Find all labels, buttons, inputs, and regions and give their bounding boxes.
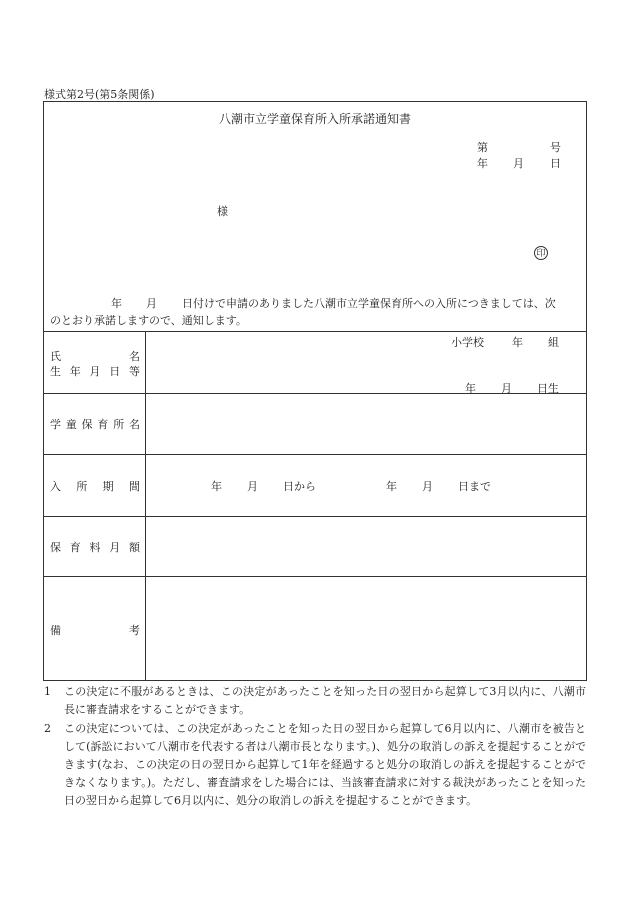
school-label: 小学校 xyxy=(451,336,484,349)
birth-month: 月 xyxy=(501,382,512,395)
addressee-suffix: 様 xyxy=(217,205,228,218)
period-end-month: 月 xyxy=(422,480,433,493)
period-end-year: 年 xyxy=(386,480,397,493)
date-day: 日 xyxy=(550,157,561,170)
form-number-label: 様式第2号(第5条関係) xyxy=(44,88,155,101)
label-monthly-fee: 保 育 料 月 額 xyxy=(50,541,140,554)
number-go: 号 xyxy=(550,141,561,154)
period-start-year: 年 xyxy=(211,480,222,493)
birth-year: 年 xyxy=(465,382,476,395)
note-1 xyxy=(44,683,586,716)
seal-mark: 印 xyxy=(534,246,548,260)
date-year: 年 xyxy=(477,157,488,170)
label-column-divider xyxy=(145,331,146,681)
date-month: 月 xyxy=(513,157,524,170)
note-1-number: 1 xyxy=(44,685,51,698)
label-facility-name: 学 童 保 育 所 名 xyxy=(50,418,140,431)
row-divider-4 xyxy=(43,576,587,577)
note-2 xyxy=(44,720,586,807)
label-birthdate: 生 年 月 日 等 xyxy=(50,365,140,378)
note-2-number: 2 xyxy=(44,722,51,735)
period-start-month: 月 xyxy=(247,480,258,493)
label-name: 氏 名 xyxy=(50,350,140,363)
label-remarks: 備 考 xyxy=(50,624,140,637)
intro-line2: のとおり承諾しますので、通知します。 xyxy=(50,314,247,327)
note-1-text: この決定に不服があるときは、この決定があったことを知った日の翌日から起算して3月以内に、八潮市長に審査請求をすることができます。 xyxy=(64,685,586,716)
number-dai: 第 xyxy=(477,141,488,154)
period-start-day: 日から xyxy=(283,480,316,493)
period-end-day: 日まで xyxy=(458,480,491,493)
class-label: 組 xyxy=(548,336,559,349)
document-title: 八潮市立学童保育所入所承諾通知書 xyxy=(218,112,411,126)
row-divider-2 xyxy=(43,454,587,455)
grade-label: 年 xyxy=(512,336,523,349)
row-divider-3 xyxy=(43,516,587,517)
table-top-line xyxy=(43,331,587,332)
intro-year: 年 xyxy=(111,297,122,310)
intro-line1: 日付けで申請のありました八潮市立学童保育所への入所につきましては、次 xyxy=(182,297,556,310)
label-period: 入 所 期 間 xyxy=(50,480,140,493)
birth-day: 日生 xyxy=(537,382,559,395)
note-2-text: この決定については、この決定があったことを知った日の翌日から起算して6月以内に、八潮市を被告として(訴訟において八潮市を代表する者は八潮市長となります。)、処分の取消しの訴えを提起することができます(なお、この決定の日の翌日から起算して1年を経過すると処分の取消しの訴えを提起することができなくなります。)。ただし、審査請求をした場合には、当該審査請求に対する裁決があったことを知った日の翌日から起算して6月以内に、処分の取消しの訴えを提起することができます。 xyxy=(64,722,586,807)
intro-month: 月 xyxy=(146,297,157,310)
